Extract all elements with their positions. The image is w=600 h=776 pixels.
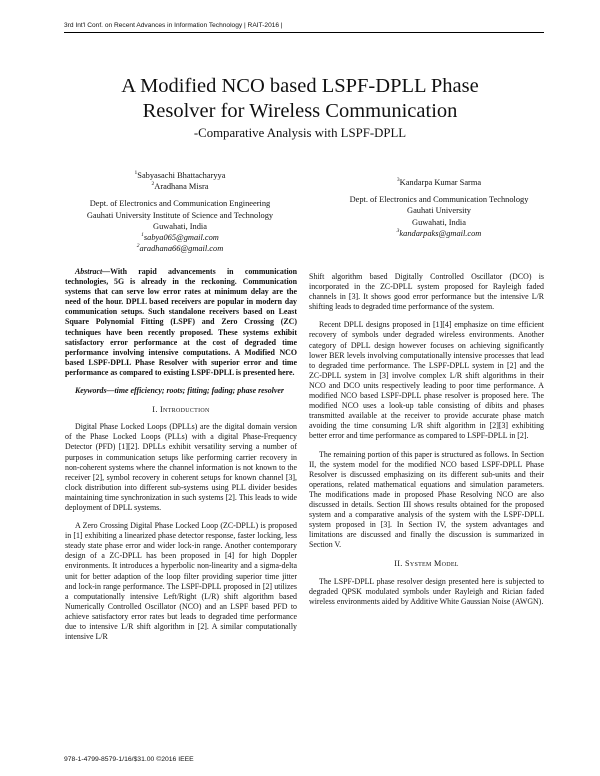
author-city: Guwahati, India xyxy=(412,217,466,227)
right-paragraph-0: Shift algorithm based Digitally Controlled Oscillator (DCO) is incorporated in the ZC-DPLL system proposed for Rayleigh faded channels in [3]. It shows good error performance but the intensive L/R shifting leads to degraded time performance of the system. xyxy=(309,272,544,312)
author-1: $^1$Sabyasachi Bhattacharyya xyxy=(134,170,226,180)
conference-header: 3rd Int'l Conf. on Recent Advances in Information Technology | RAIT-2016 | xyxy=(64,22,283,29)
title-line-1: A Modified NCO based LSPF-DPLL Phase xyxy=(121,75,479,97)
section-heading-system-model: II. System Model xyxy=(394,559,459,569)
right-paragraph-2: The remaining portion of this paper is structured as follows. In Section II, the system model for the modified NCO based LSPF-DPLL Phase Resolver is discussed emphasizing on its different sub-units and their operations, related mathematical equations and simulation parameters. The modifications made in proposed Phase Resolving NCO are also discussed in details. Section III shows results obtained for the proposed system and a comparative analysis of the system with the LSPF-DPLL system proposed in [3]. In Section IV, the system advantages and limitations are discussed and finally the discussion is summarized in Section V. xyxy=(309,449,544,550)
author-block-right xyxy=(315,177,563,239)
right-paragraph-1: Recent DPLL designs proposed in [1][4] emphasize on time efficient recovery of symbols under degraded wireless environments. Another category of DPLL design however focuses on achieving significantly lower BER levels involving computationally intensive processes that lead to degraded time performance. The LSPF-DPLL system in [2] and the ZC-DPLL system in [3] involve complex L/R shift algorithms in their NCO and DCO units respectively leading to poor time performance. A modified NCO based LSPF-DPLL phase resolver is proposed here. The modified NCO uses a look-up table consisting of dibits and phases transmitted available at the receiver to provide accurate phase match avoiding the time consuming L/R shift algorithm in [2][3] exhibiting better error and time performance as compared to LSPF-DPLL in [2]. xyxy=(309,320,544,441)
author-block-left xyxy=(60,170,300,254)
author-dept: Dept. of Electronics and Communication Engineering xyxy=(89,199,271,209)
section-heading-introduction: I. Introduction xyxy=(152,405,210,415)
right-column xyxy=(309,272,544,607)
right-paragraph-3: The LSPF-DPLL phase resolver design presented here is subjected to degraded QPSK modulated symbols under Rayleigh and Rician faded wireless environments aided by Additive White Gaussian Noise (AWGN). xyxy=(309,576,544,606)
left-column xyxy=(65,267,297,642)
author-institution: Gauhati University Institute of Science and Technology xyxy=(86,210,274,220)
author-dept: Dept. of Electronics and Communication Technology xyxy=(349,195,529,205)
author-2: $^2$Aradhana Misra xyxy=(151,181,209,192)
keywords: Keywords—time efficiency; roots; fitting; fading; phase resolver xyxy=(75,386,284,396)
paper-subtitle: -Comparative Analysis with LSPF-DPLL xyxy=(193,126,407,140)
author-institution: Gauhati University xyxy=(407,206,471,216)
intro-paragraph-1: Digital Phase Locked Loops (DPLLs) are the digital domain version of the Phase Locked Loops (PLLs) with a digital Phase-Frequency Detector (PFD) [1][2]. DPLLs exhibit versatility serving a number of purposes in communication setups like performing carrier recovery in non-coherent systems where the channel information is not known to the receiver [2], symbol recovery in coherent setups for known channel [3], clock distribution into different sub-systems using PLL divider besides maintaining time synchronization in such systems [2]. This leads to wide deployment of DPLL systems. xyxy=(65,422,297,512)
title-line-2: Resolver for Wireless Communication xyxy=(142,100,458,122)
author-email-2: $^2$aradhana66@gmail.com xyxy=(136,243,224,254)
copyright-footer: 978-1-4799-8579-1/16/$31.00 ©2016 IEEE xyxy=(64,756,194,763)
intro-paragraph-2: A Zero Crossing Digital Phase Locked Loop (ZC-DPLL) is proposed in [1] exhibiting a linearized phase detector response, faster locking, less steady state phase error and wider lock-in range. Another contemporary design of a ZC-DPLL has been proposed in [4] for high Doppler environments. It introduces a hyperbolic non-linearity and a sigma-delta unit for better adaption of the loop filter providing superior time jitter and lock-in range performance. The LSPF-DPLL proposed in [2] utilizes a computationally intensive Left/Right (L/R) shift algorithm based Numerically Controlled Oscillator (NCO) and an LSPF based PFD to achieve satisfactory error rates but leads to degraded time performance due to intensive L/R shift algorithm in [2]. A similar computationally intensive L/R xyxy=(65,521,297,642)
header-rule xyxy=(64,32,544,33)
author-email-1: $^1$sabya065@gmail.com xyxy=(141,232,219,243)
paper-title xyxy=(40,74,560,124)
author-3: $^3$Kandarpa Kumar Sarma xyxy=(396,177,482,187)
author-city: Guwahati, India xyxy=(153,221,207,231)
author-email-3: $^3$kandarpaks@gmail.com xyxy=(396,228,482,238)
abstract: Abstract—With rapid advancements in communication technologies, 5G is already in the reckoning. Communication systems that can serve low error rates at minimum delay are the need of the hour. DPLL based receivers are popular in modern day communication setups. Such standalone receivers based on Least Square Polynomial Fitting (LSPF) and Zero Crossing (ZC) techniques have been recently proposed. These systems exhibit satisfactory error performance at the cost of degraded time performance involving intensive computations. A Modified NCO based LSPF-DPLL Phase Resolver with superior error and time performance as compared to existing LSPF-DPLL is presented here. xyxy=(65,267,297,377)
